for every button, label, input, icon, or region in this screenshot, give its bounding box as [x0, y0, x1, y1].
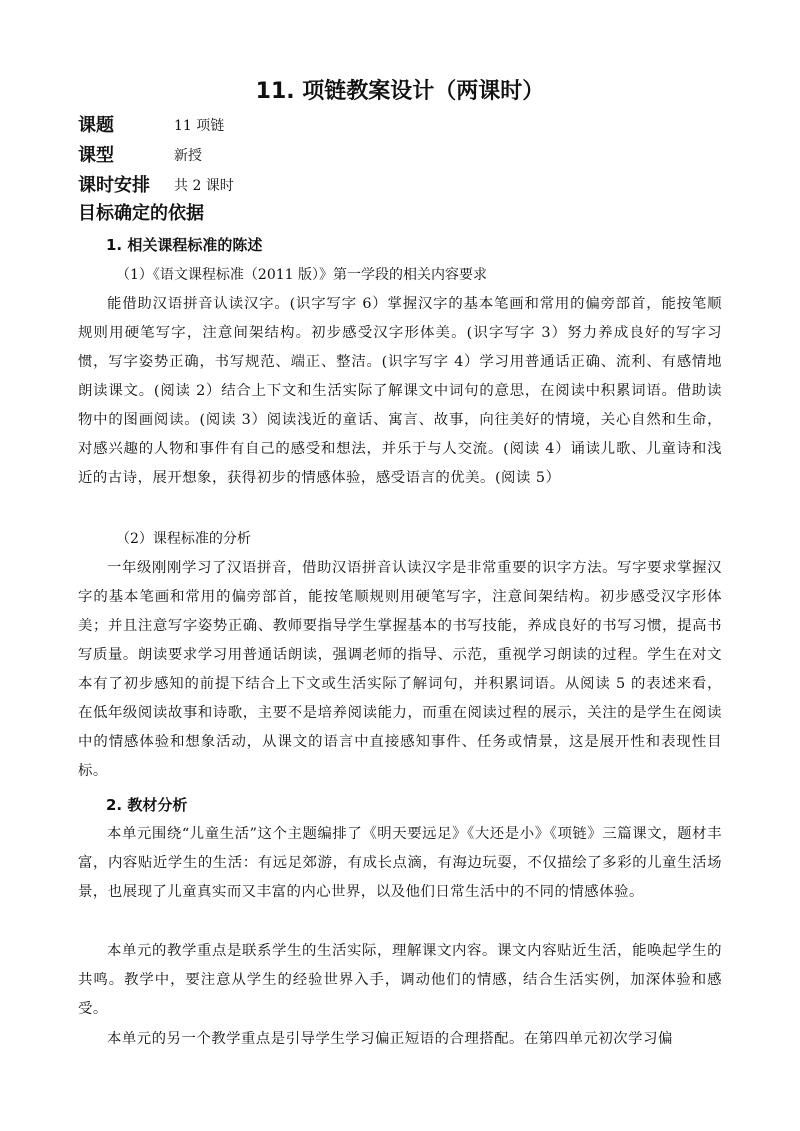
meta-value-topic: 11 项链 — [174, 118, 225, 134]
meta-label-topic: 课题 — [78, 115, 114, 136]
meta-label-schedule: 课时安排 — [78, 175, 150, 196]
item2-body: 一年级刚刚学习了汉语拼音，借助汉语拼音认读汉字是非常重要的识字方法。写字要求掌握汉字的基本笔画和常用的偏旁部首，能按笔顺规则用硬笔写字，注意间架结构。初步感受汉字形体美；并且注意写字姿势正确、教师要指导学生掌握基本的书写技能，养成良好的书写习惯，提高书写质量。朗读要求学习用普通话朗读，强调老师的指导、示范，重视学习朗读的过程。学生在对文本有了初步感知的前提下结合上下文或生活实际了解词句，并积累词语。从阅读 5 的表述来看，在低年级阅读故事和诗歌，主要不是培养阅读能力，而重在阅读过程的展示，关注的是学生在阅读中的情感体验和想象活动，从课文的语言中直接感知事件、任务或情景，这是展开性和表现性目标。 — [78, 560, 722, 779]
subsection2-heading: 2. 教材分析 — [106, 796, 188, 814]
item2-title: （2）课程标准的分析 — [116, 531, 251, 547]
textbook-para-1: 本单元围绕“儿童生活”这个主题编排了《明天要远足》《大还是小》《项链》三篇课文，题材丰富，内容贴近学生的生活：有远足郊游，有成长点滴，有海边玩耍，不仅描绘了多彩的儿童生活场景，也展现了儿童真实而又丰富的内心世界，以及他们日常生活中的不同的情感体验。 — [78, 826, 722, 900]
item1-body: 能借助汉语拼音认读汉字。(识字写字 6）掌握汉字的基本笔画和常用的偏旁部首，能按笔顺规则用硬笔写字，注意间架结构。初步感受汉字形体美。(识字写字 3）努力养成良好的写字习惯，写字姿势正确，书写规范、端正、整洁。(识字写字 4）学习用普通话正确、流利、有感情地朗读课文。(阅读 2）结合上下文和生活实际了解课文中词句的意思，在阅读中积累词语。借助读物中的图画阅读。(阅读 3）阅读浅近的童话、寓言、故事，向往美好的情境，关心自然和生命，对感兴趣的人物和事件有自己的感受和想法，并乐于与人交流。(阅读 4）诵读儿歌、儿童诗和浅近的古诗，展开想象，获得初步的情感体验，感受语言的优美。(阅读 5） — [78, 296, 722, 486]
meta-label-type: 课型 — [78, 145, 114, 166]
textbook-para-3: 本单元的另一个教学重点是引导学生学习偏正短语的合理搭配。在第四单元初次学习偏 — [107, 1031, 673, 1047]
section-heading: 目标确定的依据 — [78, 203, 204, 224]
meta-value-schedule: 共 2 课时 — [174, 178, 234, 194]
document-title: 11. 项链教案设计（两课时） — [255, 79, 545, 104]
subsection1-heading: 1. 相关课程标准的陈述 — [106, 236, 263, 254]
meta-value-type: 新授 — [174, 148, 202, 164]
textbook-para-2: 本单元的教学重点是联系学生的生活实际，理解课文内容。课文内容贴近生活，能唤起学生的共鸣。教学中，要注意从学生的经验世界入手，调动他们的情感，结合生活实例，加深体验和感受。 — [78, 943, 722, 1017]
item1-title: （1）《语文课程标准（2011 版）》第一学段的相关内容要求 — [116, 267, 487, 283]
